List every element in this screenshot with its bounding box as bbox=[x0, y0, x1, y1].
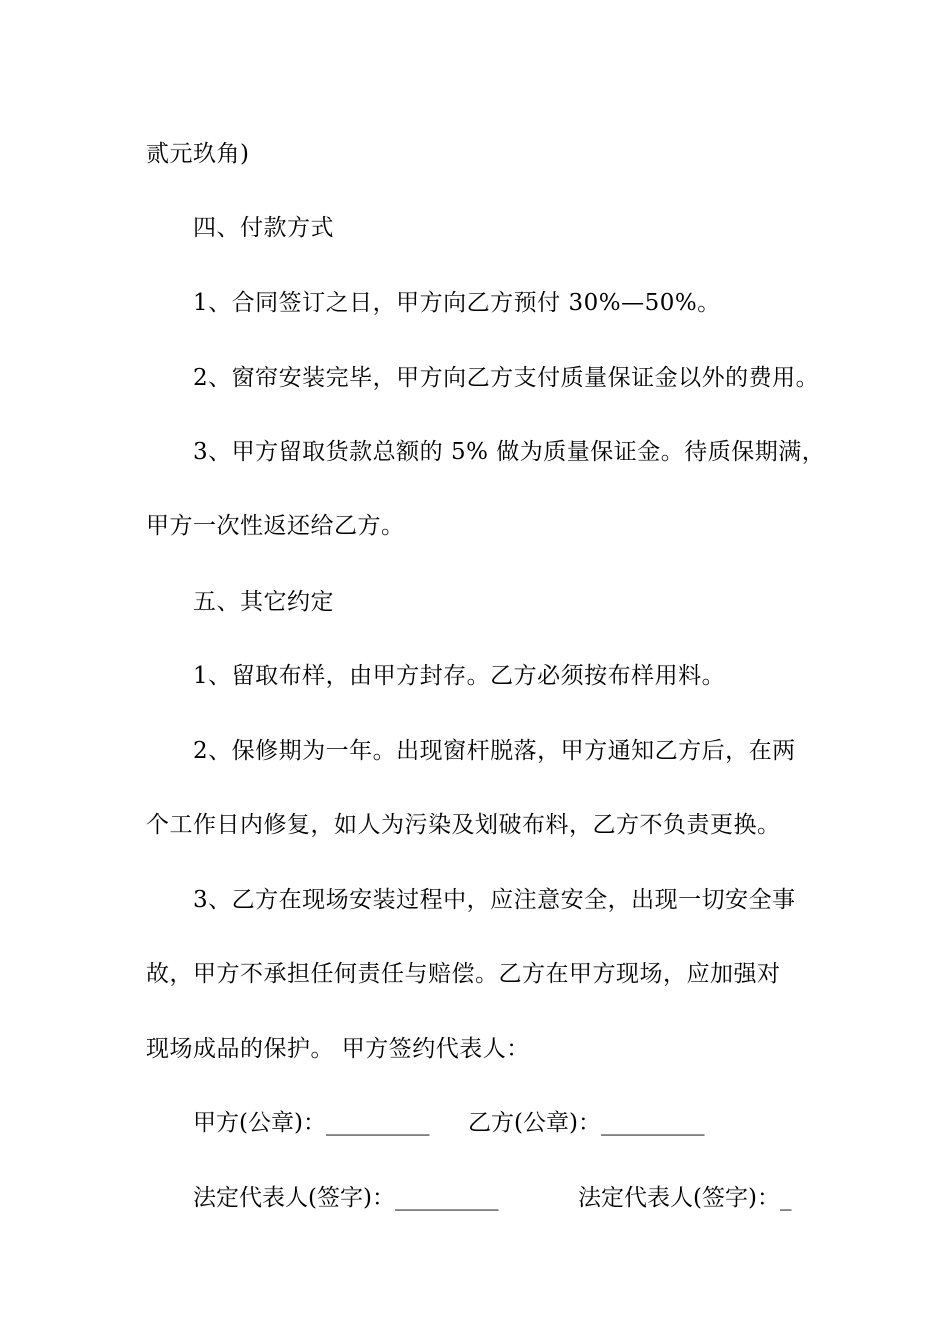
paragraph-line: 个工作日内修复，如人为污染及划破布料，乙方不负责更换。 bbox=[146, 812, 781, 838]
paragraph-line: 2、保修期为一年。出现窗杆脱落，甲方通知乙方后，在两 bbox=[193, 738, 796, 764]
party-b-representative-field: 法定代表人(签字)：_ bbox=[578, 1185, 792, 1211]
party-b-seal-field: 乙方(公章)：_________ bbox=[468, 1110, 705, 1136]
paragraph-line: 贰元玖角) bbox=[146, 141, 250, 167]
section-heading-payment: 四、付款方式 bbox=[193, 215, 334, 241]
party-a-seal-field: 甲方(公章)：_________ bbox=[193, 1110, 430, 1136]
party-a-representative-field: 法定代表人(签字)：_________ bbox=[193, 1185, 499, 1211]
paragraph-line: 甲方一次性返还给乙方。 bbox=[146, 513, 405, 539]
paragraph-line: 3、甲方留取货款总额的 5% 做为质量保证金。待质保期满， bbox=[193, 439, 826, 465]
paragraph-line: 3、乙方在现场安装过程中，应注意安全，出现一切安全事 bbox=[193, 887, 796, 913]
paragraph-line: 2、窗帘安装完毕，甲方向乙方支付质量保证金以外的费用。 bbox=[193, 365, 820, 391]
paragraph-line: 现场成品的保护。 甲方签约代表人： bbox=[146, 1036, 530, 1062]
paragraph-line: 1、合同签订之日，甲方向乙方预付 30%—50%。 bbox=[193, 290, 721, 316]
paragraph-line: 1、留取布样，由甲方封存。乙方必须按布样用料。 bbox=[193, 663, 726, 689]
section-heading-other: 五、其它约定 bbox=[193, 589, 334, 615]
paragraph-line: 故，甲方不承担任何责任与赔偿。乙方在甲方现场，应加强对 bbox=[146, 961, 781, 987]
